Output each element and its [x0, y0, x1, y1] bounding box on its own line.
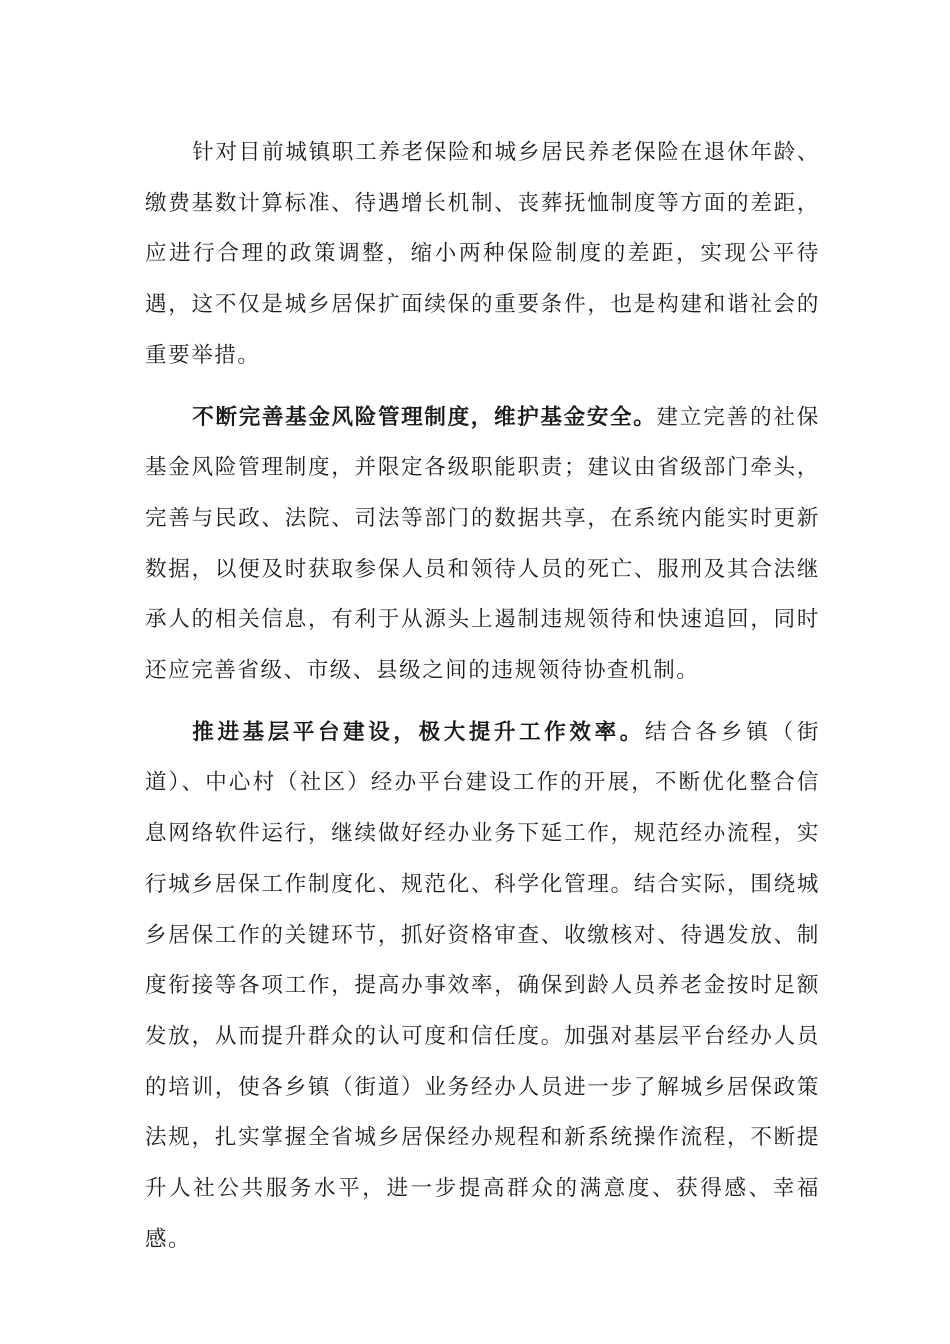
paragraph-grassroots-platform [145, 708, 820, 1266]
paragraph-heading: 推进基层平台建设，极大提升工作效率。 [192, 719, 645, 745]
paragraph-heading: 不断完善基金风险管理制度，维护基金安全。 [192, 404, 657, 430]
paragraph-pension-gap [145, 128, 820, 382]
paragraph-text: 结合各乡镇（街道）、中心村（社区）经办平台建设工作的开展，不断优化整合信息网络软件运行，继续做好经办业务下延工作，规范经办流程，实行城乡居保工作制度化、规范化、科学化管理。结合实际，围绕城乡居保工作的关键环节，抓好资格审查、收缴核对、待遇发放、制度衔接等各项工作，提高办事效率，确保到龄人员养老金按时足额发放，从而提升群众的认可度和信任度。加强对基层平台经办人员的培训，使各乡镇（街道）业务经办人员进一步了解城乡居保政策法规，扎实掌握全省城乡居保经办规程和新系统操作流程，不断提升人社公共服务水平，进一步提高群众的满意度、获得感、幸福感。 [145, 719, 821, 1252]
paragraph-text: 针对目前城镇职工养老保险和城乡居民养老保险在退休年龄、缴费基数计算标准、待遇增长机制、丧葬抚恤制度等方面的差距，应进行合理的政策调整，缩小两种保险制度的差距，实现公平待遇，这不仅是城乡居保扩面续保的重要条件，也是构建和谐社会的重要举措。 [145, 140, 820, 368]
document-body [145, 128, 820, 1265]
paragraph-fund-risk [145, 393, 820, 697]
paragraph-text: 建立完善的社保基金风险管理制度，并限定各级职能职责；建议由省级部门牵头，完善与民政、法院、司法等部门的数据共享，在系统内能实时更新数据，以便及时获取参保人员和领待人员的死亡、服刑及其合法继承人的相关信息，有利于从源头上遏制违规领待和快速追回，同时还应完善省级、市级、县级之间的违规领待协查机制。 [145, 404, 820, 684]
